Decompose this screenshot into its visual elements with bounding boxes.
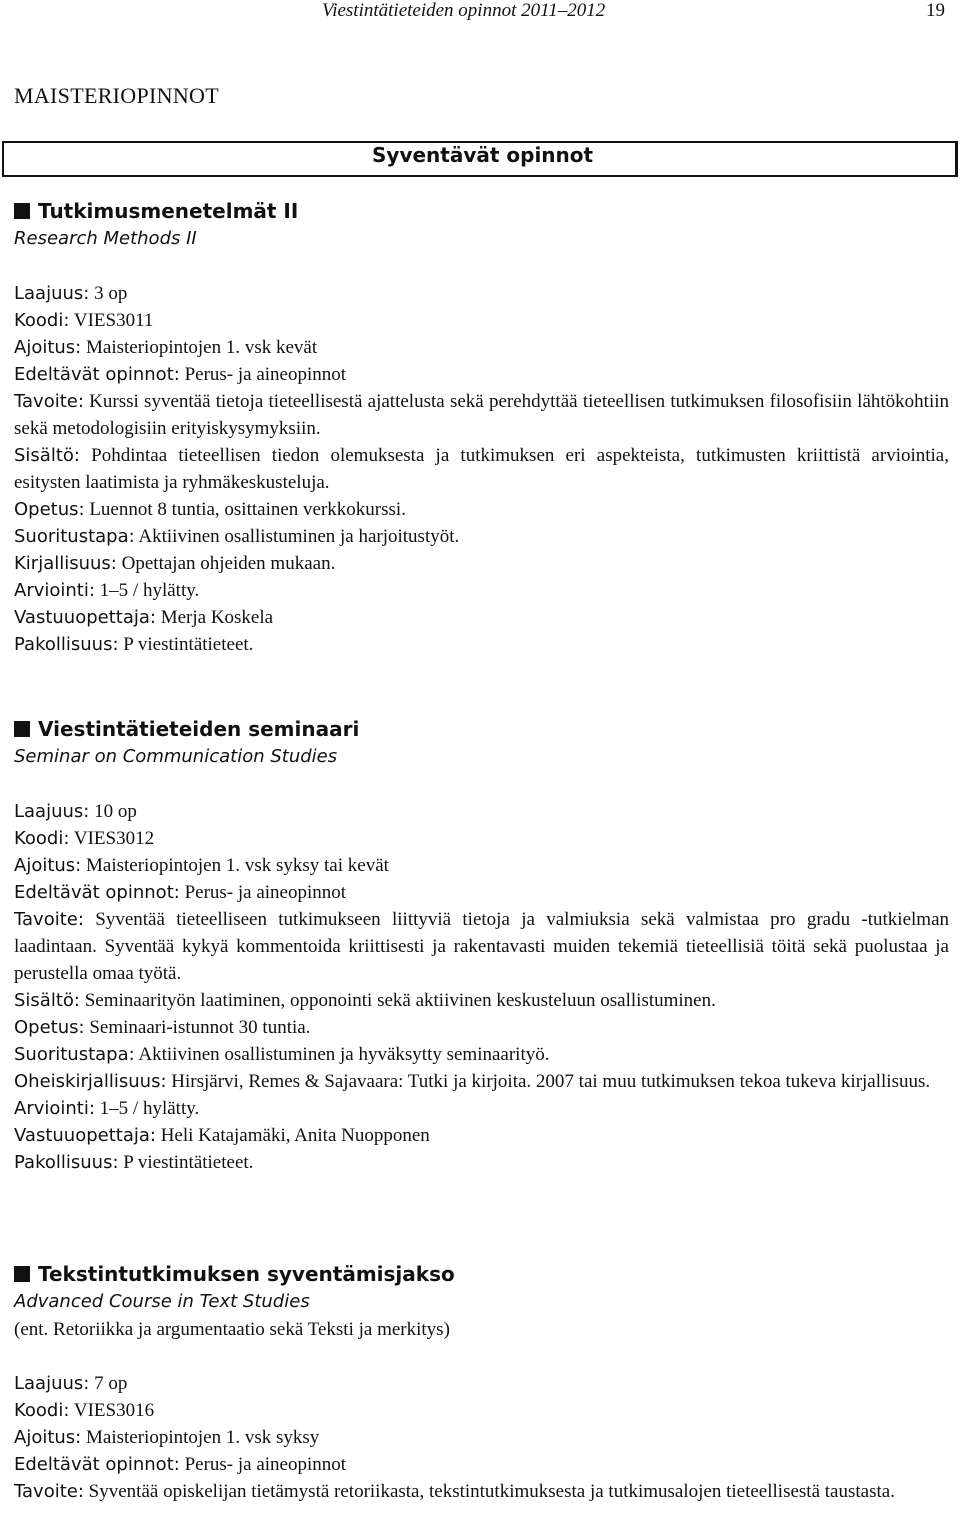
page-header <box>0 0 960 22</box>
field-tavoite: Tavoite: Syventää opiskelijan tietämystä retoriikasta, tekstintutkimuksesta ja tutkimusalojen tieteellisestä taustasta. <box>14 1481 895 1502</box>
course-seminar <box>14 715 949 1176</box>
field-koodi: Koodi: VIES3012 <box>14 828 155 849</box>
field-edeltavat: Edeltävät opinnot: Perus- ja aineopinnot <box>14 882 347 903</box>
field-opetus: Opetus: Luennot 8 tuntia, osittainen verkkokurssi. <box>14 499 406 520</box>
field-edeltavat: Edeltävät opinnot: Perus- ja aineopinnot <box>14 1454 347 1475</box>
course-research-methods <box>14 197 949 658</box>
field-tavoite: Tavoite: Kurssi syventää tietoja tieteellisestä ajattelusta sekä perehdyttää tieteellisen tutkimuksen filosofisiin lähtökohtiin sekä metodologisiin erityiskysymyksiin. <box>14 391 949 439</box>
field-laajuus: Laajuus: 10 op <box>14 801 137 822</box>
field-kirjallisuus: Kirjallisuus: Opettajan ohjeiden mukaan. <box>14 553 336 574</box>
field-vastuuopettaja: Vastuuopettaja: Heli Katajamäki, Anita Nuopponen <box>14 1125 430 1146</box>
field-laajuus: Laajuus: 7 op <box>14 1373 128 1394</box>
square-bullet-icon <box>14 1266 30 1282</box>
course-subtitle: Seminar on Communication Studies <box>14 746 338 767</box>
field-oheiskirjallisuus: Oheiskirjallisuus: Hirsjärvi, Remes & Sajavaara: Tutki ja kirjoita. 2007 tai muu tutkimuksen tekoa tukeva kirjallisuus. <box>14 1071 931 1092</box>
field-laajuus: Laajuus: 3 op <box>14 283 128 304</box>
course-subtitle: Advanced Course in Text Studies <box>14 1291 310 1312</box>
course-note: (ent. Retoriikka ja argumentaatio sekä Teksti ja merkitys) <box>14 1319 450 1340</box>
course-fields <box>14 280 949 658</box>
banner-title: Syventävät opinnot <box>372 143 594 167</box>
field-suoritustapa: Suoritustapa: Aktiivinen osallistuminen ja hyväksytty seminaarityö. <box>14 1044 550 1065</box>
field-ajoitus: Ajoitus: Maisteriopintojen 1. vsk syksy tai kevät <box>14 855 389 876</box>
field-ajoitus: Ajoitus: Maisteriopintojen 1. vsk syksy <box>14 1427 320 1448</box>
section-heading: MAISTERIOPINNOT <box>14 83 219 108</box>
course-text-studies <box>14 1260 949 1505</box>
field-edeltavat: Edeltävät opinnot: Perus- ja aineopinnot <box>14 364 347 385</box>
field-vastuuopettaja: Vastuuopettaja: Merja Koskela <box>14 607 274 628</box>
course-title <box>14 197 949 225</box>
section-banner <box>2 141 958 177</box>
course-fields <box>14 798 949 1176</box>
square-bullet-icon <box>14 203 30 219</box>
field-arviointi: Arviointi: 1–5 / hylätty. <box>14 1098 200 1119</box>
course-title <box>14 715 949 743</box>
field-tavoite: Tavoite: Syventää tieteelliseen tutkimukseen liittyviä tietoja ja valmiuksia sekä valmistaa pro gradu -tutkielman laadintaan. Syventää kykyä kommentoida kriittisesti ja rakentavasti muiden tekemiä tieteellisiä töitä sekä puolustaa ja perustella omaa työtä. <box>14 909 949 984</box>
field-koodi: Koodi: VIES3016 <box>14 1400 155 1421</box>
field-ajoitus: Ajoitus: Maisteriopintojen 1. vsk kevät <box>14 337 318 358</box>
field-arviointi: Arviointi: 1–5 / hylätty. <box>14 580 200 601</box>
field-suoritustapa: Suoritustapa: Aktiivinen osallistuminen ja harjoitustyöt. <box>14 526 460 547</box>
course-subtitle: Research Methods II <box>14 228 197 249</box>
course-title-text: Tekstintutkimuksen syventämisjakso <box>38 1262 455 1286</box>
header-title: Viestintätieteiden opinnot 2011–2012 <box>322 0 606 21</box>
square-bullet-icon <box>14 721 30 737</box>
course-title-text: Tutkimusmenetelmät II <box>38 199 299 223</box>
course-title <box>14 1260 949 1288</box>
field-opetus: Opetus: Seminaari-istunnot 30 tuntia. <box>14 1017 311 1038</box>
field-koodi: Koodi: VIES3011 <box>14 310 154 331</box>
course-title-text: Viestintätieteiden seminaari <box>38 717 360 741</box>
field-sisalto: Sisältö: Seminaarityön laatiminen, opponointi sekä aktiivinen keskusteluun osallistuminen. <box>14 990 716 1011</box>
field-pakollisuus: Pakollisuus: P viestintätieteet. <box>14 1152 254 1173</box>
course-fields <box>14 1370 949 1505</box>
page-number: 19 <box>926 0 945 21</box>
field-sisalto: Sisältö: Pohdintaa tieteellisen tiedon olemuksesta ja tutkimuksen eri aspekteista, tutkimusten kriittistä arviointia, esitysten laatimista ja ryhmäkeskusteluja. <box>14 445 949 493</box>
field-pakollisuus: Pakollisuus: P viestintätieteet. <box>14 634 254 655</box>
